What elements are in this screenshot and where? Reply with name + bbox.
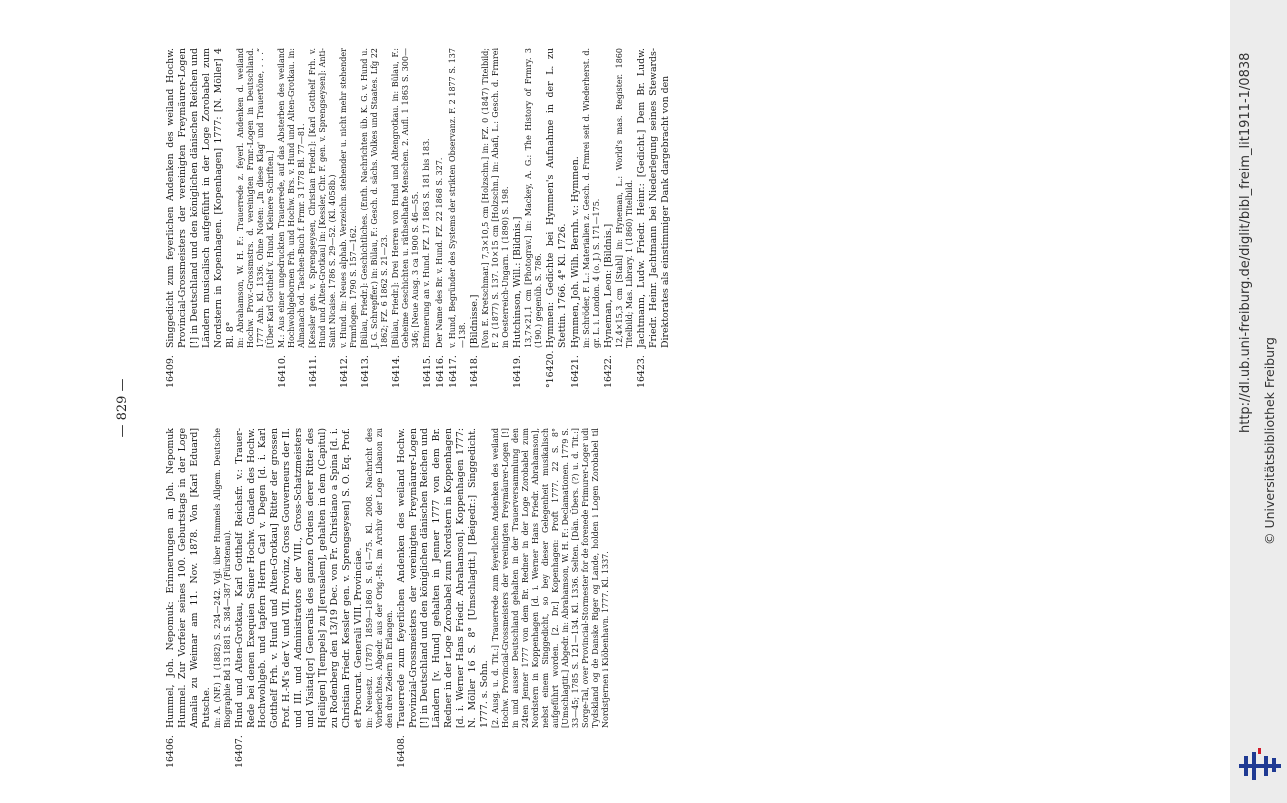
entry-body bbox=[435, 48, 447, 348]
entry-note: v. Hund. in: Neues alphab. Verzeichn. stehender u. nicht mehr stehender Frmrlogen. 1790 S. 157—162. bbox=[339, 48, 359, 348]
entry-number: 16422. bbox=[602, 355, 614, 388]
entry-note: Erinnerung an v. Hund. FZ. 17 1863 S. 181 bis 183. bbox=[422, 138, 432, 348]
entry-body bbox=[165, 428, 233, 728]
entry-number: 16423. bbox=[635, 355, 647, 388]
bibliography-entry bbox=[570, 48, 602, 388]
bibliography-entry bbox=[308, 48, 338, 388]
entry-body bbox=[512, 48, 544, 348]
bibliography-entry bbox=[360, 48, 390, 388]
bibliography-entry bbox=[339, 48, 359, 388]
entry-text: Hymmen: Gedichte bei Hymmen's Aufnahme in der L. zu Stettin. 1766. 4° Kl. 1726. bbox=[545, 48, 568, 348]
entry-text: Trauerrede zum feyerlichen Andenken des weiland Hochw. Provinzial-Grossmeisters der vereinigten Freymäurer-Logen [!] in Deutschland und den königlichen dänischen Reichen und Ländern [v. Hund] gehalten in Jenner 1777 von dem Br. Redner in der Loge Zorobabel zum Nordstern in Koppenhagen [d. i. Werner Hans Friedr. Abrahamson]. Koppenhagen 1777: N. Möller 16 S. 8° [Umschlagtit.] [Beigedr.:] Singgedicht. 1777. s. Sohn. bbox=[395, 428, 490, 728]
bibliography-entry bbox=[545, 48, 569, 388]
entry-number: °16420. bbox=[545, 350, 557, 388]
entry-body bbox=[308, 48, 338, 348]
entry-note: [Bülau, Friedr.]: Drei Herren von Hund und Altengrotkau. in: Bülau, F.: Geheime Geschichten u. räthselhafte Menschen. 2. Aufl. 1 1863 S. 300—346; [Neue Ausg. 3 ca 1900 S. 46—55. bbox=[391, 48, 421, 348]
entry-body bbox=[603, 48, 635, 348]
rotated-page-content bbox=[115, 48, 1230, 768]
entry-number: 16418. bbox=[469, 355, 481, 388]
university-library-logo-icon bbox=[1238, 748, 1282, 782]
entry-body bbox=[391, 48, 421, 348]
bibliography-entry bbox=[636, 48, 672, 388]
entry-body bbox=[234, 428, 395, 728]
entry-body bbox=[448, 48, 468, 348]
entry-number: 16411. bbox=[308, 355, 320, 388]
bibliography-entry bbox=[448, 48, 468, 388]
entry-text: Jachtmann, Ludw. Friedr. Heinr.: [Gedicht.] Dem Br. Ludw. Friedr. Heinr. Jachtmann bei Niederlegung seines Stewards-Direktorates als einstimmiger Dank dargebracht von den bbox=[635, 48, 671, 348]
entry-body bbox=[396, 428, 611, 728]
source-url[interactable] bbox=[1238, 52, 1258, 453]
entry-number: 16417. bbox=[448, 355, 460, 388]
bibliography-entry bbox=[165, 428, 233, 768]
entry-body bbox=[360, 48, 390, 348]
entry-text: Hummel, Joh. Nepomuk: Erinnerungen an Joh. Nepomuk Hummel. Zur Vorfeier seines 100. Geburtstags in der Loge Amalia zu Weimar am 11. Nov. 1878. Von [Karl Eduard] Putsche. bbox=[165, 428, 212, 728]
entry-note: Der Name des Br. v. Hund. FZ. 22 1868 S. 327. bbox=[435, 157, 445, 348]
entry-text: [Bildnisse.] bbox=[469, 294, 481, 348]
entry-text: Hund und Alten-Grotkau, Karl Gotthelf Reichsfr. v.: Trauer-Rede bei denen Exequien Seiner Hochw. Gnaden des Hochw. Hochwohlgeb. und tapfern Herrn Carl v. Degen [d. i. Karl Gotthelf Frh. v. Hund und Alten-Grotkau] Ritter der grossen Prof. H.-M's der V. und VII. Provinz, Gross Gouverneurs der II. und III. und Administrators der VIII., Gross-Schatzmeisters und Visitat[or] Generalis des ganzen Ordens derer Ritter des H[eiligen] T[empels] zu J[erusalem], gehalten in dem (Capitul) zu Rodenberg den 13/19 Dec. von Fr. Christiano a Spina [d. i. Christian Friedr. Kessler gen. v. Sprengseysen] S. O. Eq. Prof. et Procurat. Generali VIII. Provinciae. bbox=[233, 428, 364, 728]
bibliography-entry bbox=[391, 48, 421, 388]
entry-body bbox=[636, 48, 672, 348]
bibliography-entry bbox=[603, 48, 635, 388]
entry-note: [2. Ausg. u. d. Tit.:] Trauerrede zum feyerlichen Andenken des weiland Hochw. Provincial-Grossmeisters der vereinigten Freymäurer-Logen [!] in und ausser Deutschland gehalten in der Trauerversammlung den 24ten Jenner 1777 von dem Br. Redner in der Loge Zorobabel zum Nordstern in Koppenhagen [d. i. Werner Hans Friedr. Abrahamson], nebst einem Singgedicht, so bey dieser Gelegenheit musikalisch aufgeführt worden. [2. Dr.] Kopenhagen: Proft 1777. 22 S. 8° [Umschlagtit.] Abgedr. in: Abrahamson, W. H. F.: Declamationen. 1779 S. 33—45; 1785 S. 121—134. Kl. 1336. Selten. [Dän. Übers. (?) u. d. Tit.:] Sorge-Tal, over Provincial-Stormester for de forenede Frimurer-Loger udi Tydskland og de Danske Riger og Lande, holden i Logen Zorobabel til Nordstjernen i Kiöbenhavn. 1777. Kl. 1337. bbox=[490, 428, 610, 728]
entry-body bbox=[422, 48, 434, 348]
entry-text: Singgedicht zum feyerlichen Andenken des weiland Hochw. Provincial-Grossmeisters der vereinigten Freymäurer-Logen [!] in Deutschland und den königlichen dänischen Reichen und Ländern musicalisch aufgeführt in der Loge Zorobabel zum Nordstern in Kopenhagen. [Kopenhagen] 1777: [N. Möller] 4 Bl. 8° bbox=[165, 48, 236, 348]
bibliography-entry bbox=[512, 48, 544, 388]
bibliography-entry bbox=[396, 428, 611, 768]
entry-note: v. Hund, Begründer des Systems der strikten Observanz. F. 2 1877 S. 137—138. bbox=[448, 48, 468, 348]
entry-number: 16407. bbox=[233, 735, 245, 768]
entry-note: in: A. (NF.) 1 (1882) S. 234—242. Vgl. über Hummels Allgem. Deutsche Biographie Bd 13 1881 S. 384—387 (Fürstenau). bbox=[212, 428, 232, 728]
right-column bbox=[165, 48, 672, 388]
entry-note: 13,7×21,1 cm [Photograv.] in: Mackey, A. G.: The History of Frmry. 3 (190.) gegenüb. S. 786. bbox=[524, 48, 544, 348]
entry-number: 16409. bbox=[165, 355, 176, 388]
entry-note: in: Neuestz. (1787) 1859—1860 S. 61—75. Kl. 2008. Nachricht des Vorberichtes. Abgedr. aus der Orig.-Hs. im Archiv der Loge Libanon zu den drei Zedern in Erlangen. bbox=[364, 428, 394, 728]
entry-number: 16421. bbox=[569, 355, 581, 388]
entry-number: 16415. bbox=[422, 355, 434, 388]
bibliography-entry bbox=[277, 48, 307, 388]
source-url-text[interactable]: http://dl.ub.uni-freiburg.de/diglit/bibl_freim_lit1911-1/0838 bbox=[1238, 52, 1253, 433]
entry-body bbox=[165, 48, 276, 348]
bibliography-entry bbox=[422, 48, 434, 388]
entry-note: [Von E. Kretschmar.] 7,3×10,5 cm [Holzschn.] in: FZ. 0 (1847) Titelbild; F. 2 (1877) S. 137. 10×15 cm [Holzschn.] in: Abafi, L.: Gesch. d. Frmrei in Oesterreich-Ungarn. 1 (1890) S. 198. bbox=[481, 48, 511, 348]
entry-body bbox=[469, 48, 511, 348]
entry-number: 16408. bbox=[395, 735, 407, 768]
entry-number: 16412. bbox=[339, 355, 351, 388]
page-number: — 829 — bbox=[115, 378, 130, 438]
entry-note: 12,4×15,3 cm [Stahl] in: Hyneman, L.: World's mas. Register. 1860 Titelbild; Mas. Library. 1 (1860) Titelbild. bbox=[614, 48, 634, 348]
copyright-text: © Universitätsbibliothek Freiburg bbox=[1262, 337, 1277, 545]
entry-note: in: Abrahamson, W. H. F.: Trauerrede z. feyerl. Andenken d. weiland Hochw. Prov.-Grossmstrs. d. vereinigten Frmr.-Logen in Deutschland. 1777 Anh. Kl. 1336. Ohne Noten: „In diese Klag' und Trauertöne, . . .“ [Über Karl Gotthelf v. Hund. Kleinere Schriften.] bbox=[236, 48, 276, 348]
entry-text: Hyneman, Leon: [Bildnis.] bbox=[602, 223, 614, 348]
bibliography-entry bbox=[469, 48, 511, 388]
entry-body bbox=[545, 48, 569, 348]
entry-body bbox=[277, 48, 307, 348]
entry-note: in: Schröder, F. L.: Materialien z. Gesch. d. Frmrei seit d. Wiederherst. d. gr. L. i. London. 4 (o. J.) S. 171—175. bbox=[581, 48, 601, 348]
bibliography-entry bbox=[435, 48, 447, 388]
left-column bbox=[165, 428, 612, 768]
entry-number: 16413. bbox=[360, 355, 372, 388]
copyright-notice bbox=[1262, 337, 1282, 565]
entry-number: 16410. bbox=[277, 355, 289, 388]
entry-number: 16414. bbox=[391, 355, 403, 388]
entry-number: 16419. bbox=[512, 355, 524, 388]
entry-note: [Bülau, Friedr.]: Geschichtliches. (Enth. Nachrichten üb. K. G. v. Hund u. J. G. Schrepffer.) in: Bülau, F.: Gesch. d. sächs. Volkes und Staates. Lfg 22 1862; FZ. 6 1862 S. 21—23. bbox=[360, 48, 390, 348]
entry-note: M.: Aus einer ungedruckten Trauerrede, auf das Absterben des weiland Hochwohlgebornen Frh. und Hochw. Brs. v. Hund und Alten-Grotkau. in: Almanach od. Taschen-Buch f. Frmr. 3 1778 Bl. 77—81. bbox=[277, 48, 307, 348]
bibliography-entry bbox=[234, 428, 395, 768]
entry-body bbox=[339, 48, 359, 348]
entry-text: Hymmen, Joh. Wilh. Bernh. v.: Hymmen. bbox=[569, 156, 581, 348]
entry-number: 16406. bbox=[165, 735, 176, 768]
bibliography-entry bbox=[165, 48, 276, 388]
entry-note: [Kessler gen. v. Sprengseysen, Christian Friedr.]: [Karl Gotthelf Frh. v. Hund und Alten-Grotkau] in: [Kessler, Chr. F. gen. v. Sprengseysen]: Anti-Saint Nicaise. 1786 S. 29—52. (Kl. 4058b.) bbox=[308, 48, 338, 348]
entry-text: Hutchinson, Will.: [Bildnis.] bbox=[512, 216, 524, 348]
entry-body bbox=[570, 48, 602, 348]
entry-number: 16416. bbox=[435, 355, 447, 388]
